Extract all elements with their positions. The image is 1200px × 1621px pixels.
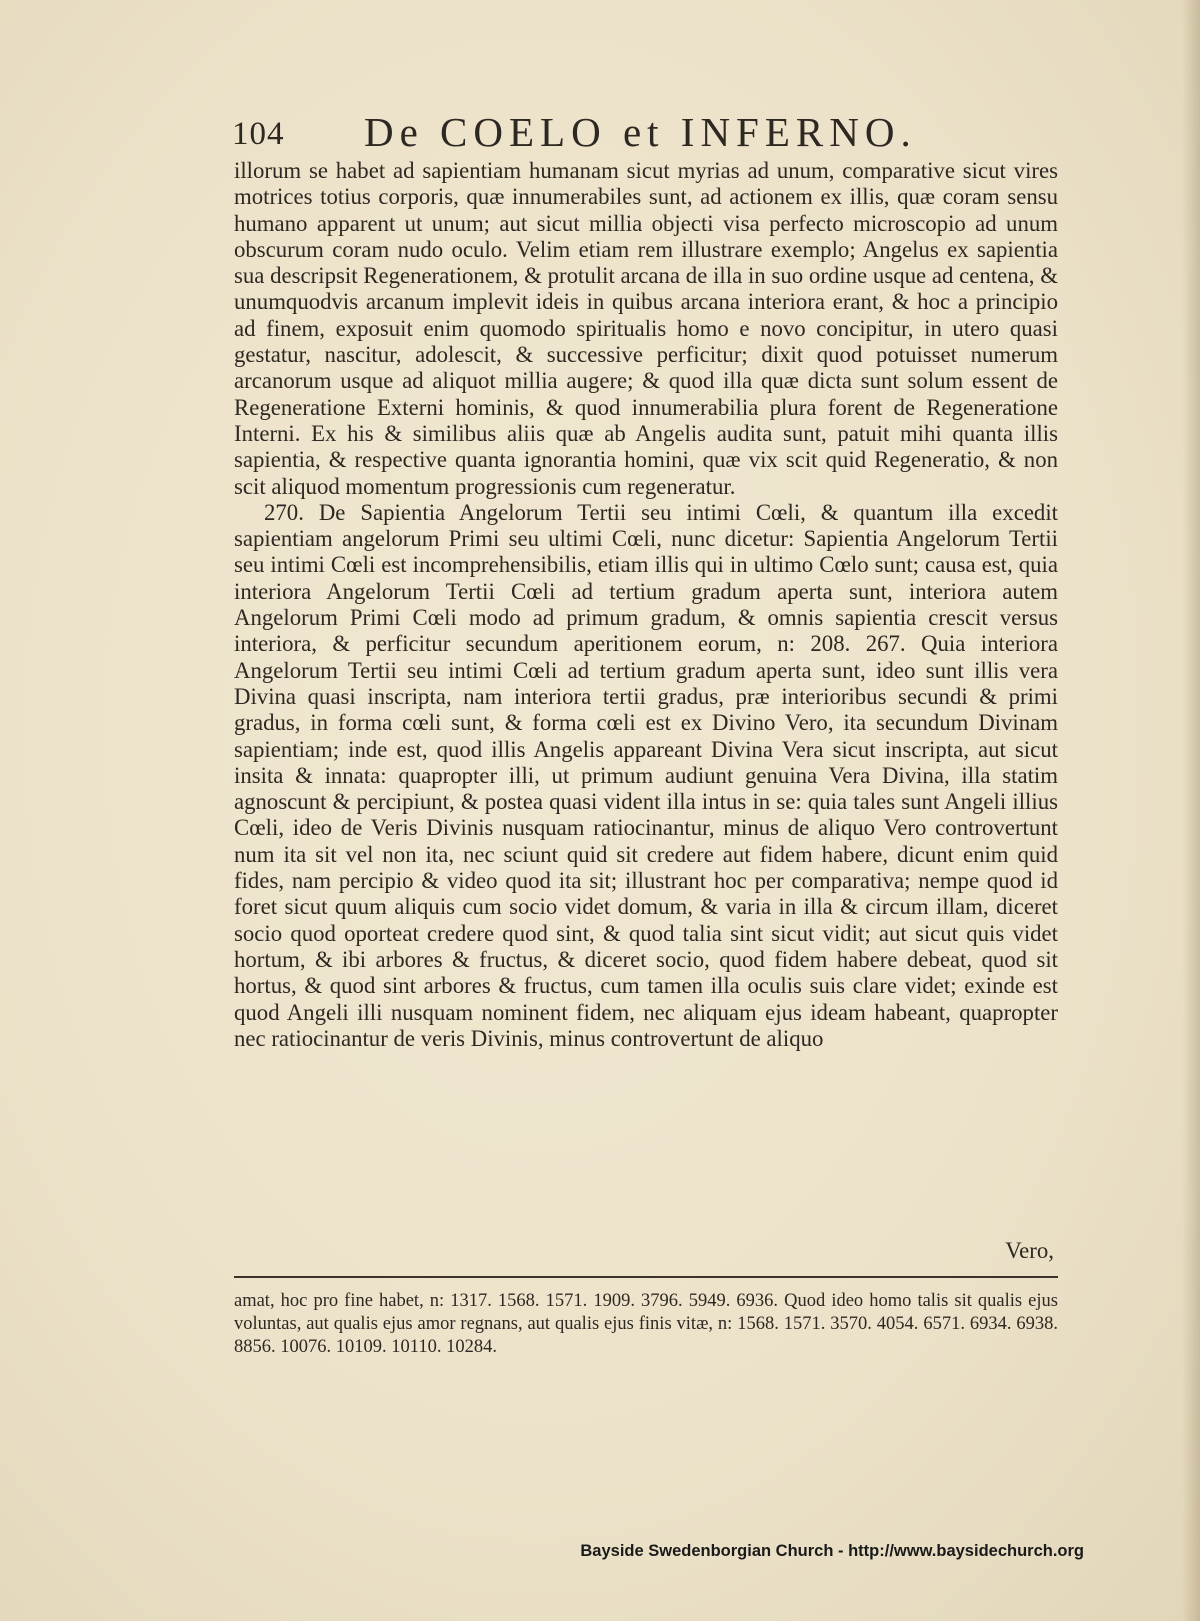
footnote-rule bbox=[234, 1276, 1058, 1278]
page-header bbox=[232, 108, 1052, 160]
paragraph-270: 270. De Sapientia Angelorum Tertii seu intimi Cœli, & quantum illa excedit sapientiam angelorum Primi seu ultimi Cœli, nunc dicetur: Sapientia Angelorum Tertii seu intimi Cœli est incomprehensibilis, etiam illis qui in ultimo Cœlo sunt; causa est, quia interiora Angelorum Tertii Cœli ad tertium gradum aperta sunt, interiora autem Angelorum Primi Cœli modo ad primum gradum, & omnis sapientia crescit versus interiora, & perficitur secundum aperitionem eorum, n: 208. 267. Quia interiora Angelorum Tertii seu intimi Cœli ad tertium gradum aperta sunt, ideo sunt illis vera Divina quasi inscripta, nam interiora tertii gradus, præ interioribus secundi & primi gradus, in forma cœli sunt, & forma cœli est ex Divino Vero, ita secundum Divinam sapientiam; inde est, quod illis Angelis appareant Divina Vera sicut inscripta, aut sicut insita & innata: quapropter illi, ut primum audiunt genuina Vera Divina, illa statim agnoscunt & percipiunt, & postea quasi vident illa intus in se: quia tales sunt Angeli illius Cœli, ideo de Veris Divinis nusquam ratiocinantur, minus de aliquo Vero controvertunt num ita sit vel non ita, nec sciunt quid sit credere aut fidem habere, dicunt enim quid fides, nam percipio & video quod ita sit; illustrant hoc per comparativa; nempe quod id foret sicut quum aliquis cum socio videt domum, & varia in illa & circum illam, diceret socio quod oporteat credere quod sint, & quod talia sint sicut vidit; aut sicut quis videt hortum, & ibi arbores & fructus, & diceret socio, quod fidem habere debeat, quod sit hortus, & quod sint arbores & fructus, cum tamen illa oculis suis clare videt; exinde est quod Angeli illi nusquam nominent fidem, nec aliquam ejus ideam habeant, quapropter nec ratiocinantur de veris Divinis, minus controvertunt de aliquo bbox=[234, 499, 1058, 1051]
running-title: De COELO et INFERNO. bbox=[364, 109, 917, 155]
watermark-caption: Bayside Swedenborgian Church - http://www.baysidechurch.org bbox=[580, 1542, 1084, 1560]
footnote: amat, hoc pro fine habet, n: 1317. 1568. 1571. 1909. 3796. 5949. 6936. Quod ideo homo talis sit qualis ejus voluntas, aut qualis ejus amor regnans, aut qualis ejus finis vitæ, n: 1568. 1571. 3570. 4054. 6571. 6934. 6938. 8856. 10076. 10109. 10110. 10284. bbox=[234, 1291, 1058, 1357]
paragraph-continued: illorum se habet ad sapientiam humanam sicut myrias ad unum, comparative sicut vires motrices totius corporis, quæ innumerabiles sunt, ad actionem ex illis, quæ coram sensu humano apparent ut unum; aut sicut millia objecti visa perfecto microscopio ad unum obscurum coram nudo oculo. Velim etiam rem illustrare exemplo; Angelus ex sapientia sua descripsit Regenerationem, & protulit arcana de illa in suo ordine usque ad centena, & unumquodvis arcanum implevit ideis in quibus arcana interiora erant, & hoc a principio ad finem, exposuit enim quomodo spiritualis homo e novo concipitur, in utero quasi gestatur, nascitur, adolescit, & successive perficitur; dixit quod potuisset numerum arcanorum usque ad aliquot millia augere; & quod illa quæ dicta sunt solum essent de Regeneratione Externi hominis, & quod innumerabilia plura forent de Regeneratione Interni. Ex his & similibus aliis quæ ab Angelis audita sunt, patuit mihi quanta illis sapientia, & respective quanta ignorantia homini, quæ vix scit quid Regeneratio, & non scit aliquod momentum progressionis cum regeneratur. bbox=[234, 158, 1058, 499]
page-edge-shadow bbox=[1182, 0, 1200, 1621]
body-text bbox=[234, 158, 1058, 1270]
page-number: 104 bbox=[232, 116, 285, 152]
catchword: Vero, bbox=[1005, 1238, 1054, 1263]
